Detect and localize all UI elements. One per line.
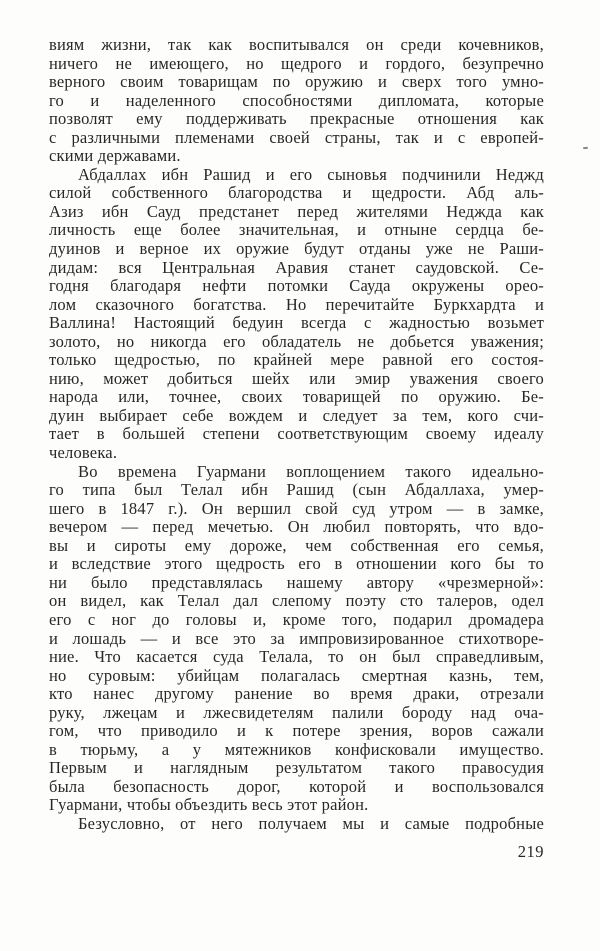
- text-line: была безопасность дорог, которой и воспользовался: [49, 777, 544, 796]
- text-line: виям жизни, так как воспитывался он среди кочевников,: [49, 36, 544, 54]
- text-line: скими державами.: [49, 147, 181, 166]
- text-line: руку, лжецам и лжесвидетелям палили бороду над оча-: [49, 703, 544, 722]
- text-line: и лошадь — и все это за импровизированное стихотворе-: [49, 629, 544, 648]
- text-line: ни было представлялась нашему автору «чрезмерной»:: [49, 573, 544, 592]
- text-line: кто нанес другому ранение во время драки, отрезали: [49, 685, 544, 704]
- text-line: го и наделенного способностями дипломата, которые: [49, 91, 544, 110]
- scan-speck: [583, 147, 588, 149]
- text-line: Азиз ибн Сауд предстанет перед жителями Неджда как: [49, 202, 544, 221]
- text-line: годня благодаря нефти потомки Сауда окружены орео-: [49, 277, 544, 296]
- text-line: его с ног до головы и, кроме того, подарил дромадера: [49, 610, 544, 629]
- text-line: он видел, как Телал дал слепому поэту сто талеров, одел: [49, 592, 544, 611]
- text-line: Гуармани, чтобы объездить весь этот район.: [49, 796, 369, 815]
- text-line: но суровым: убийцам полагалась смертная казнь, тем,: [49, 666, 544, 685]
- text-line: Первым и наглядным результатом такого правосудия: [49, 759, 544, 778]
- text-line: и вследствие этого щедрость его в отношении кого бы то: [49, 555, 544, 574]
- page-number: 219: [517, 842, 544, 861]
- text-line: вечером — перед мечетью. Он любил повторять, что вдо-: [49, 518, 544, 537]
- text-line: золото, но никогда его обладатель не добьется уважения;: [49, 332, 544, 351]
- text-line: дуин выбирает себе вождем и следует за тем, кого счи-: [49, 406, 544, 425]
- text-line: шего в 1847 г.). Он вершил свой суд утром — в замке,: [49, 499, 544, 518]
- text-line: ние. Что касается суда Телала, то он был справедливым,: [49, 648, 544, 667]
- text-line: в тюрьму, а у мятежников конфисковали имущество.: [49, 740, 544, 759]
- text-line: тает в большей степени соответствующим своему идеалу: [49, 425, 544, 444]
- text-line: гом, что приводило и к потере зрения, воров сажали: [49, 722, 544, 741]
- text-line: Абдаллах ибн Рашид и его сыновья подчинили Неджд: [78, 165, 544, 184]
- text-line: с различными племенами своей страны, так и с европей-: [49, 128, 544, 147]
- text-line: человека.: [49, 444, 118, 463]
- text-line: личность еще более значительная, и отныне сердца бе-: [49, 221, 544, 240]
- text-line: только щедростью, по крайней мере равной его состоя-: [49, 351, 544, 370]
- text-line: го типа был Телал ибн Рашид (сын Абдаллаха, умер-: [49, 481, 544, 500]
- text-line: Безусловно, от него получаем мы и самые подробные: [78, 814, 544, 833]
- text-line: Валлина! Настоящий бедуин всегда с жадностью возьмет: [49, 314, 544, 333]
- text-line: дуинов и верное их оружие будут отданы уже не Раши-: [49, 240, 544, 259]
- text-line: Во времена Гуармани воплощением такого идеально-: [78, 462, 544, 481]
- text-line: нию, может добиться шейх или эмир уважения своего: [49, 369, 544, 388]
- text-line: дидам: вся Центральная Аравия станет саудовской. Се-: [49, 258, 544, 277]
- text-line: лом сказочного богатства. Но перечитайте Буркхардта и: [49, 295, 544, 314]
- text-line: ничего не имеющего, но щедрого и гордого, безупречно: [49, 54, 544, 73]
- text-line: вы и сироты ему дороже, чем собственная его семья,: [49, 536, 544, 555]
- text-line: силой собственного благородства и щедрости. Абд аль-: [49, 184, 544, 203]
- text-line: верного своим товарищам по оружию и сверх того умно-: [49, 73, 544, 92]
- text-line: народа или, точнее, своих товарищей по оружию. Бе-: [49, 388, 544, 407]
- text-block: [49, 36, 544, 834]
- text-line: позволят ему поддерживать прекрасные отношения как: [49, 110, 544, 129]
